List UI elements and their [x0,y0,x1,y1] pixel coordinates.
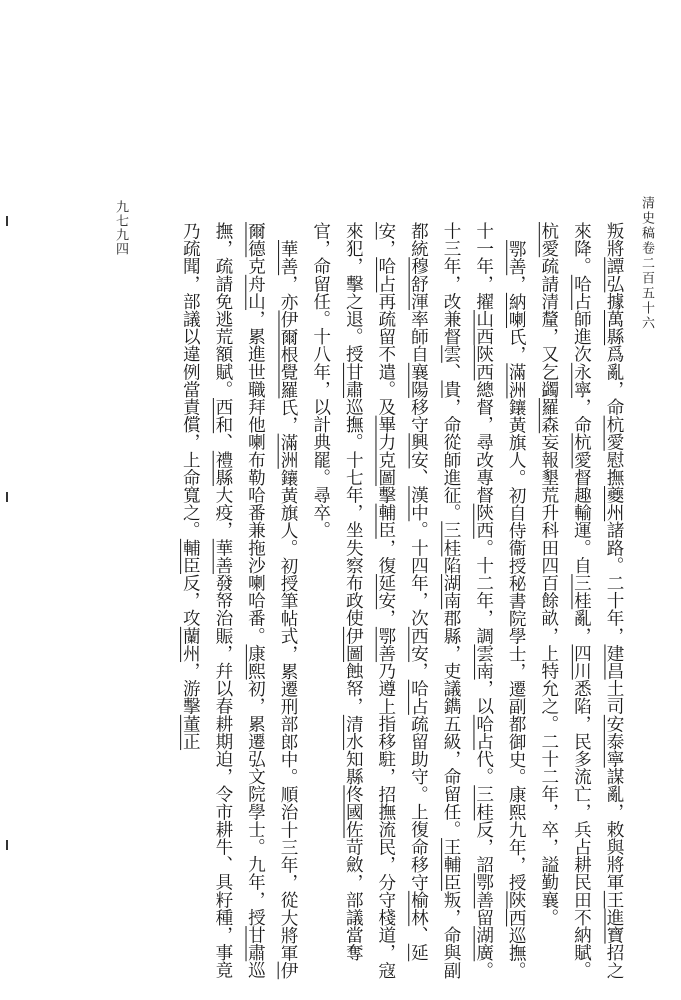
text-run: 留 [473,908,494,927]
proper-noun: 杭愛 [571,433,592,469]
proper-noun: 康熙 [245,644,266,680]
text-run: 招之來降。 [571,222,624,979]
text-run: 叛，命與副都統 [408,222,462,979]
proper-noun: 西 [506,908,527,927]
proper-noun: 華善 [212,538,233,575]
proper-noun: 輔臣 [180,538,201,575]
paragraph-hangai [532,222,630,982]
text-run: ，亦 [278,274,299,310]
proper-noun: 夔州 [604,486,624,522]
proper-noun: 三桂 [473,785,494,821]
text-run: 亂， [571,609,592,645]
text-run: 。十四年，次 [408,521,429,627]
text-run: 據 [604,292,624,311]
proper-noun: 永寧 [571,362,592,399]
text-run: 謀亂，敕與將軍 [604,767,624,891]
text-run: 陷 [441,556,462,575]
text-run: 氏， [506,327,527,363]
text-run: 叛將 [604,222,624,258]
text-run: 乃遵上 [375,662,396,715]
proper-noun: 鄂善 [473,873,494,909]
text-run: ， [506,274,527,293]
scan-edge-mark [6,216,8,226]
proper-noun: 貴 [441,380,462,399]
proper-noun: 雲南 [473,644,494,680]
text-run: 、 [441,362,462,381]
text-run: 。十二年，調 [473,538,494,645]
proper-noun: 興安 [408,433,429,469]
text-run: 郡縣，吏議鐫五級，命留 [441,609,462,803]
proper-noun: 陝西 [473,345,494,381]
paragraph-eshan [304,222,532,982]
text-run: ， [375,239,396,258]
proper-noun: 雲 [441,345,462,363]
text-run: 疏請清釐，又乞蠲 [538,257,559,399]
text-run: 鑲黃旗人。初授筆帖式，累遷刑部郎中。順治十三年，從 [278,468,299,909]
proper-noun: 杭愛 [604,415,624,451]
proper-noun: 舟山 [245,274,266,311]
text-run: 克 [245,257,266,275]
main-text [82,222,630,982]
text-run: 大將軍 [278,908,299,962]
scan-edge-mark [6,492,8,502]
proper-noun: 甘肅 [343,362,364,399]
text-run: 悉陷，民多流亡，兵占 [571,679,592,856]
proper-noun: 哈占 [375,257,396,293]
text-run: 巡撫，疏請免逃荒額賦。 [212,222,266,979]
proper-noun: 進寶 [604,908,624,944]
text-run: 年，卒，謚勤襄。 [538,785,559,927]
proper-noun: 萬縣 [604,310,624,346]
proper-noun: 鄂善 [506,239,527,275]
text-run: 移守 [408,398,429,434]
proper-noun: 納喇 [506,292,527,328]
scan-edge-mark [6,840,8,850]
text-run: ， [408,662,429,680]
proper-noun: 湖南 [441,574,462,610]
text-run: 擊 [375,486,396,504]
proper-noun: 襄陽 [408,362,429,399]
proper-noun: 禮縣 [212,450,233,487]
proper-noun: 鄂善 [375,626,396,663]
proper-noun: 四川 [571,644,592,680]
text-run: 率師自 [408,310,429,363]
text-run: 、 [408,926,429,944]
proper-noun: 輔臣 [375,503,396,539]
text-run: 督趣輸運。自 [571,468,592,575]
proper-noun: 清水 [343,714,364,751]
proper-noun: 伊圖 [343,626,364,663]
proper-noun: 董正 [180,714,201,751]
page-number: 九七九四 [113,200,128,256]
proper-noun: 建昌 [604,644,624,680]
text-run: 、 [212,433,233,451]
proper-noun: 哈占 [571,274,592,311]
text-run: 爲亂，命 [604,345,624,416]
text-run: 鑲黃旗人。初自侍衞授秘書院學士，遷副都御史。康熙九年，授 [506,398,527,891]
text-run: 巡撫。十七年，坐失察布政使 [343,398,364,627]
paragraph-huashan [174,222,304,982]
proper-noun: 哈占 [473,714,494,751]
text-run: ，命 [571,398,592,434]
text-run: 反，攻 [180,574,201,627]
text-run: 蝕帑， [343,662,364,715]
text-run: 諸路。二十年， [604,521,624,645]
text-run: 指移駐，招撫流民，分守棧道，寇來犯，擊之退。授 [343,222,396,979]
proper-noun: 陝 [506,890,527,909]
text-run: 總督，尋改專督 [473,380,494,504]
book-title-header: 清史稿卷二百五十六 [639,196,654,331]
proper-noun: 山西 [473,310,494,346]
text-run: 、 [408,468,429,487]
text-run: 反， [473,820,494,856]
text-run: 土司 [604,679,624,715]
proper-noun: 王輔臣 [441,838,462,891]
text-run: 詔 [473,855,494,874]
text-run: 苛斂，部議當奪官，命留任。十八年，以計典罷。尋卒。 [310,222,364,962]
proper-noun: 穆舒渾 [408,257,429,311]
text-run: 氏， [278,398,299,434]
text-run: 知縣 [343,750,364,786]
proper-noun: 哈占 [408,679,429,715]
text-run: 妄報墾荒升科田四百餘畝，上特允之。二十二 [538,433,559,786]
text-run: 助守。上復命移守 [408,750,429,891]
proper-noun: 湖廣 [473,926,494,962]
proper-noun: 佟國佐 [343,785,364,839]
text-run: 師進次 [571,310,592,363]
text-run: 發帑治賑，幷以春耕期迫， [212,574,233,786]
proper-noun: 滿洲 [506,362,527,399]
proper-noun: 西和 [212,398,233,434]
proper-noun: 三桂 [571,574,592,610]
text-run: ，復 [375,538,396,575]
proper-noun: 伊爾根覺羅 [278,310,299,398]
proper-noun: 漢中 [408,486,429,522]
text-run: 巡撫。十一年，擢 [473,222,527,979]
proper-noun: 陝西 [473,503,494,539]
text-run: 代。 [473,750,494,786]
proper-noun: 滿洲 [278,433,299,469]
proper-noun: 甘肅 [245,926,266,962]
proper-noun: 伊爾德 [245,222,299,979]
proper-noun: 畢力克圖 [375,415,396,487]
proper-noun: 榆林 [408,890,429,927]
text-run: 耕民田不納賦。 [571,855,592,979]
proper-noun: 延安 [375,574,396,610]
text-run: 慰撫 [604,450,624,487]
text-run: 令市耕牛、具籽種，事竟乃疏聞，部議以違例當責償，上命寬之。 [180,222,233,979]
text-run: ，命從師進征。 [441,398,462,522]
proper-noun: 西安 [408,626,429,663]
text-run: 初，累遷弘文院學 [245,679,266,821]
text-run: ，累進世職拜他喇布勒哈番兼拖沙喇哈番。 [245,310,266,645]
text-run: 再疏留不遣。及 [375,292,396,416]
text-run: 士。九年，授 [245,820,266,927]
text-run: ，以 [473,679,494,715]
text-run: 任。 [441,802,462,839]
proper-noun: 王 [604,890,624,909]
text-run: 大疫， [212,486,233,539]
text-run: 疏留 [408,714,429,751]
proper-noun: 延安 [375,222,429,962]
proper-noun: 蘭州 [180,626,201,663]
proper-noun: 華善 [278,239,299,275]
proper-noun: 羅森 [538,398,559,434]
text-run: ， [375,609,396,627]
proper-noun: 安泰寧 [604,714,624,768]
proper-noun: 譚弘 [604,257,624,293]
text-run: 。十三年，改兼督 [441,222,494,979]
proper-noun: 三桂 [441,521,462,557]
proper-noun: 杭愛 [538,222,559,258]
text-run: ，游擊 [180,662,201,715]
